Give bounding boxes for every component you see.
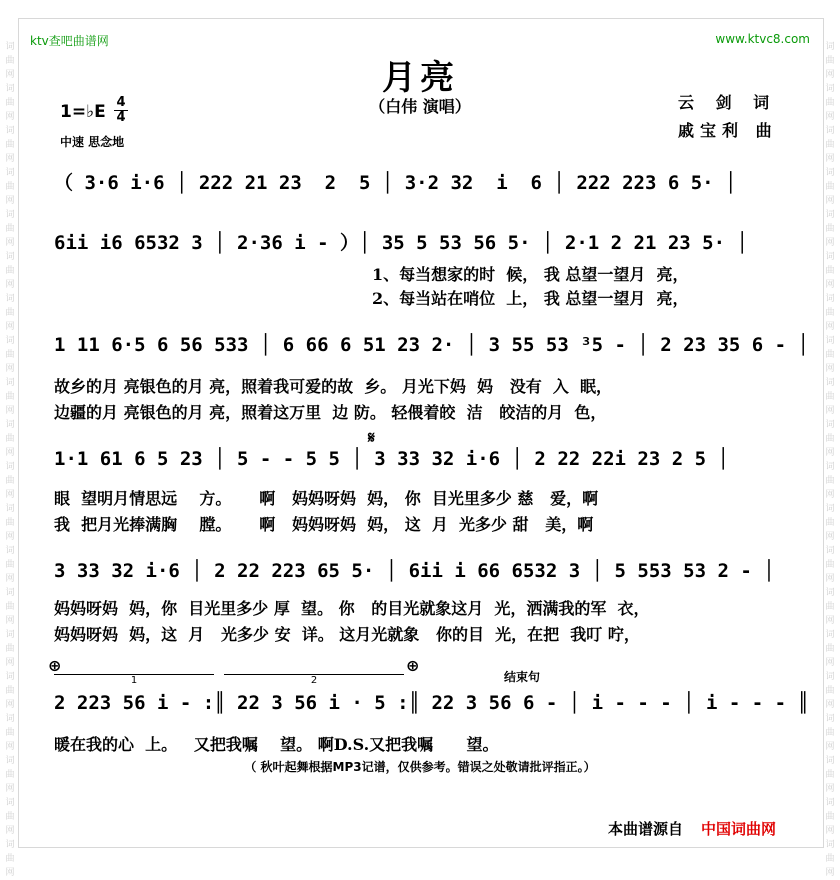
notation-line: 2 223 56 i - :║ 22 3 56 i · 5 :║ 22 3 56 6 - │ i - - - │ i - - - ║: [54, 692, 809, 714]
time-signature-bottom: 4: [116, 110, 126, 125]
lyric-verse-2: 2、每当站在哨位 上， 我 总望一望月 亮，: [372, 289, 689, 308]
side-watermark-right: 词曲网词曲网词曲网词曲网词曲网词曲网词曲网词曲网词曲网词曲网词曲网词曲网词曲网词曲网词曲网词曲网词曲网词曲网词曲网词曲网: [825, 42, 835, 878]
segno-sign: 𝄋: [368, 428, 375, 447]
key-signature: 1=♭E: [60, 102, 106, 122]
notation-line: 1 11 6·5 6 56 533 │ 6 66 6 51 23 2· │ 3 55 53 ³5 - │ 2 23 35 6 - │: [54, 334, 809, 356]
lyric-ending: 暖在我的心 上。 又把我嘱 望。 啊D.S.又把我嘱 望。: [54, 735, 499, 754]
performer: （白伟 演唱）: [369, 97, 471, 116]
coda-sign-second: ⊕: [406, 656, 420, 675]
song-title: 月亮: [382, 58, 458, 98]
lyric-verse-1: 故乡的月 亮银色的月 亮，照着我可爱的故 乡。 月光下妈 妈 没有 入 眠，: [54, 377, 612, 396]
source-line: [608, 818, 776, 839]
composer: 戚宝利 曲: [678, 121, 778, 140]
transcription-note: （ 秋叶起舞根据MP3记谱，仅供参考。错误之处敬请批评指正。）: [244, 760, 596, 774]
lyric-verse-1: 眼 望明月情思远 方。 啊 妈妈呀妈 妈， 你 目光里多少 慈 爱，啊: [54, 489, 599, 508]
lyric-verse-1: 1、每当想家的时 候， 我 总望一望月 亮，: [372, 265, 689, 284]
tempo-marking: 中速 思念地: [60, 135, 125, 149]
side-watermark-left: 词曲网词曲网词曲网词曲网词曲网词曲网词曲网词曲网词曲网词曲网词曲网词曲网词曲网词曲网词曲网词曲网词曲网词曲网词曲网词曲网: [5, 42, 15, 878]
notation-line: （ 3·6 i·6 │ 222 21 23 2 5 │ 3·2 32 i 6 │ 222 223 6 5· │: [54, 172, 737, 194]
lyric-verse-2: 边疆的月 亮银色的月 亮，照着这万里 边 防。 轻偎着皎 洁 皎洁的月 色，: [54, 403, 607, 422]
lyricist: 云 剑 词: [678, 93, 778, 112]
lyric-verse-1: 妈妈呀妈 妈，你 目光里多少 厚 望。 你 的目光就象这月 光，洒满我的军 衣，: [54, 599, 650, 618]
lyric-verse-2: 妈妈呀妈 妈，这 月 光多少 安 详。 这月光就象 你的目 光，在把 我叮 咛，: [54, 625, 640, 644]
source-label: 本曲谱源自: [608, 820, 684, 838]
notation-line: 3 33 32 i·6 │ 2 22 223 65 5· │ 6ii i 66 6532 3 │ 5 553 53 2 - │: [54, 560, 775, 582]
time-signature: [114, 96, 128, 125]
ending-label: 结束句: [504, 670, 541, 684]
page-frame: [18, 18, 824, 848]
notation-line: 6ii i6 6532 3 │ 2·36 i - ）│ 35 5 53 56 5· │ 2·1 2 21 23 5· │: [54, 232, 748, 254]
coda-sign-start: ⊕: [48, 656, 62, 675]
time-signature-top: 4: [114, 96, 128, 111]
lyric-verse-2: 我 把月光捧满胸 膛。 啊 妈妈呀妈 妈， 这 月 光多少 甜 美，啊: [54, 515, 594, 534]
volta-bracket-2: 2: [224, 674, 404, 683]
watermark-top-right: www.ktvc8.com: [715, 32, 810, 46]
notation-line: 1·1 61 6 5 23 │ 5 - - 5 5 │ 3 33 32 i·6 │ 2 22 22i 23 2 5 │: [54, 448, 729, 470]
volta-bracket-1: 1: [54, 674, 214, 683]
watermark-top-left: ktv查吧曲谱网: [30, 34, 109, 48]
source-site-link[interactable]: 中国词曲网: [701, 820, 777, 838]
